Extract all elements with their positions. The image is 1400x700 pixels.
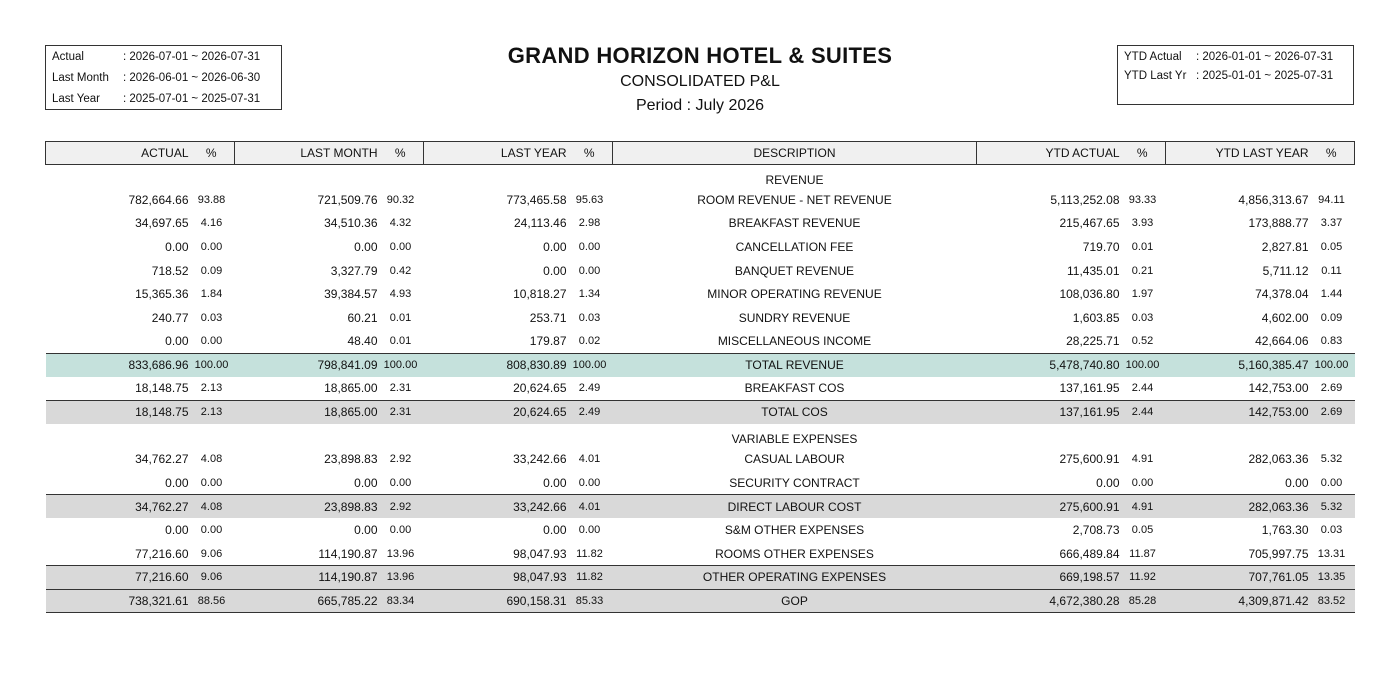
table-row: [46, 518, 1355, 542]
empty-cell: [977, 424, 1120, 448]
last-year-cell: 33,242.66: [513, 452, 567, 467]
ytd-last-year-pct-cell: 13.35: [1309, 566, 1355, 590]
last-month-pct-cell: 2.92: [389, 453, 412, 466]
last-year-cell: 33,242.66: [424, 495, 567, 519]
last-year-cell: 24,113.46: [514, 216, 567, 231]
col-header-pct: %: [1309, 142, 1355, 165]
section-title: VARIABLE EXPENSES: [731, 431, 858, 446]
actual-cell: 18,148.75: [46, 400, 189, 424]
last-year-pct-cell: 0.00: [578, 524, 601, 537]
ytd-actual-pct-cell: 0.05: [1131, 524, 1154, 537]
actual-cell: 240.77: [151, 310, 189, 325]
last-month-pct-cell: 2.92: [378, 495, 424, 519]
last-year-pct-cell: 95.63: [575, 193, 604, 206]
last-month-cell: 23,898.83: [324, 452, 378, 467]
ytd-actual-cell: 669,198.57: [977, 566, 1120, 590]
empty-cell: [189, 165, 235, 189]
ytd-last-year-cell: 4,309,871.42: [1166, 589, 1309, 613]
report-header: [400, 42, 1000, 118]
description-cell: SECURITY CONTRACT: [729, 475, 860, 490]
last-year-pct-cell: 4.01: [578, 453, 601, 466]
last-month-pct-cell: 13.96: [386, 547, 415, 560]
last-year-cell: 0.00: [543, 523, 567, 538]
table-row: [46, 448, 1355, 472]
col-header-pct: %: [1120, 142, 1166, 165]
actual-cell: 77,216.60: [46, 566, 189, 590]
pl-table: [45, 141, 1355, 613]
last-month-pct-cell: 4.32: [389, 217, 412, 230]
last-month-pct-cell: 83.34: [378, 589, 424, 613]
ytd-last-year-cell: 282,063.36: [1166, 495, 1309, 519]
ytd-actual-cell: 28,225.71: [1066, 334, 1120, 349]
ytd-last-year-cell: 2,827.81: [1261, 240, 1309, 255]
legend-label: YTD Last Yr: [1124, 70, 1187, 82]
legend-value: : 2026-01-01 ~ 2026-07-31: [1196, 51, 1334, 63]
last-year-pct-cell: 2.98: [578, 217, 601, 230]
actual-pct-cell: 88.56: [189, 589, 235, 613]
actual-pct-cell: 9.06: [200, 547, 223, 560]
total-row: [46, 353, 1355, 377]
ytd-last-year-cell: 142,753.00: [1248, 381, 1309, 396]
subtotal-row: [46, 566, 1355, 590]
last-month-cell: 18,865.00: [324, 381, 378, 396]
actual-pct-cell: 0.09: [200, 264, 223, 277]
description-cell: GOP: [613, 589, 977, 613]
ytd-last-year-cell: 0.00: [1285, 475, 1309, 490]
actual-cell: 34,697.65: [135, 216, 189, 231]
report-subtitle: CONSOLIDATED P&L: [620, 73, 780, 90]
ytd-last-year-pct-cell: 2.69: [1320, 382, 1343, 395]
empty-cell: [1309, 424, 1355, 448]
ytd-actual-pct-cell: 93.33: [1128, 193, 1157, 206]
ytd-last-year-pct-cell: 5.32: [1309, 495, 1355, 519]
description-cell: TOTAL COS: [613, 400, 977, 424]
last-year-cell: 98,047.93: [424, 566, 567, 590]
last-year-pct-cell: 0.02: [578, 335, 601, 348]
last-month-cell: 665,785.22: [235, 589, 378, 613]
ytd-actual-cell: 1,603.85: [1072, 310, 1120, 325]
section-header-row: [46, 424, 1355, 448]
actual-pct-cell: 0.00: [200, 241, 223, 254]
ytd-last-year-cell: 705,997.75: [1248, 546, 1309, 561]
col-header-ytd-actual: YTD ACTUAL: [977, 142, 1120, 165]
last-month-cell: 0.00: [354, 475, 378, 490]
last-year-cell: 0.00: [543, 263, 567, 278]
actual-cell: 738,321.61: [46, 589, 189, 613]
description-cell: OTHER OPERATING EXPENSES: [613, 566, 977, 590]
last-year-cell: 179.87: [529, 334, 567, 349]
ytd-actual-pct-cell: 0.03: [1131, 311, 1154, 324]
legend-value: : 2025-07-01 ~ 2025-07-31: [123, 93, 261, 105]
last-year-cell: 773,465.58: [506, 192, 567, 207]
last-month-cell: 60.21: [347, 310, 378, 325]
actual-pct-cell: 93.88: [197, 193, 226, 206]
last-year-pct-cell: 4.01: [567, 495, 613, 519]
actual-cell: 34,762.27: [46, 495, 189, 519]
last-month-pct-cell: 100.00: [378, 353, 424, 377]
empty-cell: [189, 424, 235, 448]
ytd-last-year-cell: 707,761.05: [1166, 566, 1309, 590]
col-header-last-year: LAST YEAR: [424, 142, 567, 165]
legend-row-ytd-last-year: [1124, 69, 1353, 88]
table-row: [46, 306, 1355, 330]
last-month-pct-cell: 0.00: [389, 241, 412, 254]
last-year-cell: 808,830.89: [424, 353, 567, 377]
ytd-actual-cell: 2,708.73: [1072, 523, 1120, 538]
empty-cell: [977, 165, 1120, 189]
section-header-row: [46, 165, 1355, 189]
ytd-last-year-pct-cell: 2.69: [1309, 400, 1355, 424]
last-month-pct-cell: 90.32: [386, 193, 415, 206]
col-header-pct: %: [189, 142, 235, 165]
last-month-cell: 114,190.87: [318, 546, 378, 561]
ytd-last-year-pct-cell: 100.00: [1309, 353, 1355, 377]
actual-cell: 18,148.75: [135, 381, 189, 396]
actual-cell: 718.52: [151, 263, 189, 278]
ytd-actual-cell: 0.00: [1096, 475, 1120, 490]
description-cell: BREAKFAST REVENUE: [728, 216, 861, 231]
ytd-last-year-cell: 4,602.00: [1261, 310, 1309, 325]
ytd-actual-pct-cell: 0.00: [1131, 476, 1154, 489]
last-year-cell: 10,818.27: [513, 287, 567, 302]
ytd-actual-cell: 137,161.95: [1059, 381, 1120, 396]
col-header-pct: %: [378, 142, 424, 165]
ytd-last-year-cell: 173,888.77: [1248, 216, 1309, 231]
last-month-cell: 39,384.57: [324, 287, 378, 302]
empty-cell: [1120, 424, 1166, 448]
empty-cell: [378, 424, 424, 448]
ytd-last-year-pct-cell: 0.05: [1320, 241, 1343, 254]
table-header-row: [46, 142, 1355, 165]
last-year-cell: 20,624.65: [424, 400, 567, 424]
ytd-actual-pct-cell: 11.92: [1120, 566, 1166, 590]
ytd-actual-pct-cell: 11.87: [1129, 547, 1156, 560]
last-month-pct-cell: 0.00: [389, 476, 412, 489]
last-year-pct-cell: 0.00: [578, 264, 601, 277]
last-year-pct-cell: 0.00: [578, 241, 601, 254]
description-cell: ROOM REVENUE - NET REVENUE: [697, 192, 892, 207]
last-month-cell: 23,898.83: [235, 495, 378, 519]
ytd-actual-cell: 275,600.91: [1059, 452, 1120, 467]
ytd-actual-cell: 5,478,740.80: [977, 353, 1120, 377]
last-year-cell: 690,158.31: [424, 589, 567, 613]
ytd-actual-cell: 666,489.84: [1059, 546, 1120, 561]
actual-pct-cell: 4.08: [200, 453, 223, 466]
actual-pct-cell: 0.00: [200, 335, 223, 348]
subtotal-row: [46, 589, 1355, 613]
ytd-last-year-pct-cell: 0.83: [1320, 335, 1343, 348]
last-month-cell: 48.40: [347, 334, 378, 349]
table-row: [46, 235, 1355, 259]
table-row: [46, 212, 1355, 236]
description-cell: MISCELLANEOUS INCOME: [717, 334, 872, 349]
empty-cell: [567, 424, 613, 448]
empty-cell: [1120, 165, 1166, 189]
last-year-cell: 0.00: [543, 475, 567, 490]
ytd-last-year-cell: 282,063.36: [1248, 452, 1309, 467]
col-header-last-month: LAST MONTH: [235, 142, 378, 165]
ytd-last-year-pct-cell: 5.32: [1320, 453, 1343, 466]
description-cell: SUNDRY REVENUE: [738, 310, 851, 325]
last-month-pct-cell: 0.42: [389, 264, 412, 277]
actual-cell: 77,216.60: [135, 546, 189, 561]
ytd-actual-pct-cell: 2.44: [1131, 382, 1154, 395]
ytd-last-year-pct-cell: 94.11: [1318, 193, 1345, 206]
ytd-actual-cell: 719.70: [1082, 240, 1120, 255]
actual-pct-cell: 0.03: [200, 311, 223, 324]
description-cell: MINOR OPERATING REVENUE: [707, 287, 882, 302]
actual-pct-cell: 0.00: [200, 476, 223, 489]
ytd-last-year-pct-cell: 3.37: [1320, 217, 1343, 230]
period-legend-box: [45, 45, 282, 110]
empty-cell: [235, 165, 378, 189]
ytd-last-year-pct-cell: 0.00: [1320, 476, 1343, 489]
legend-label: Last Month: [52, 72, 109, 84]
ytd-legend-box: [1117, 45, 1354, 105]
description-cell: BREAKFAST COS: [744, 381, 845, 396]
description-cell: CASUAL LABOUR: [744, 452, 845, 467]
last-year-pct-cell: 0.00: [578, 476, 601, 489]
last-year-pct-cell: 11.82: [567, 566, 613, 590]
ytd-last-year-cell: 142,753.00: [1166, 400, 1309, 424]
legend-value: : 2026-06-01 ~ 2026-06-30: [123, 72, 261, 84]
table-row: [46, 542, 1355, 566]
last-month-pct-cell: 0.01: [389, 311, 412, 324]
actual-cell: 0.00: [165, 334, 189, 349]
last-year-cell: 0.00: [543, 240, 567, 255]
ytd-actual-cell: 108,036.80: [1059, 287, 1120, 302]
ytd-last-year-pct-cell: 0.11: [1321, 264, 1342, 277]
last-year-pct-cell: 100.00: [567, 353, 613, 377]
ytd-last-year-cell: 74,378.04: [1255, 287, 1309, 302]
table-row: [46, 259, 1355, 283]
last-year-cell: 20,624.65: [513, 381, 567, 396]
last-month-pct-cell: 2.31: [389, 382, 412, 395]
empty-cell: [1166, 165, 1309, 189]
ytd-actual-pct-cell: 0.21: [1131, 264, 1154, 277]
last-month-pct-cell: 13.96: [378, 566, 424, 590]
ytd-actual-pct-cell: 0.01: [1131, 241, 1154, 254]
last-year-pct-cell: 85.33: [567, 589, 613, 613]
last-month-pct-cell: 2.31: [378, 400, 424, 424]
actual-pct-cell: 0.00: [200, 524, 223, 537]
ytd-actual-pct-cell: 2.44: [1120, 400, 1166, 424]
ytd-actual-pct-cell: 4.91: [1131, 453, 1154, 466]
table-row: [46, 471, 1355, 495]
actual-pct-cell: 2.13: [189, 400, 235, 424]
actual-cell: 833,686.96: [46, 353, 189, 377]
legend-row-ytd-actual: [1124, 50, 1353, 69]
last-month-cell: 34,510.36: [324, 216, 378, 231]
legend-row-actual: [52, 50, 281, 71]
last-year-pct-cell: 0.03: [578, 311, 601, 324]
col-header-description: DESCRIPTION: [613, 142, 977, 165]
ytd-actual-pct-cell: 100.00: [1120, 353, 1166, 377]
empty-cell: [378, 165, 424, 189]
ytd-actual-pct-cell: 3.93: [1131, 217, 1154, 230]
last-month-cell: 0.00: [354, 523, 378, 538]
last-month-pct-cell: 0.01: [389, 335, 412, 348]
table-row: [46, 188, 1355, 212]
actual-cell: 0.00: [165, 240, 189, 255]
actual-cell: 782,664.66: [128, 192, 189, 207]
description-cell: DIRECT LABOUR COST: [613, 495, 977, 519]
actual-pct-cell: 4.16: [200, 217, 223, 230]
ytd-actual-cell: 11,435.01: [1067, 263, 1120, 278]
last-month-cell: 0.00: [354, 240, 378, 255]
report-period: Period : July 2026: [635, 97, 765, 114]
legend-label: Actual: [52, 51, 84, 63]
subtotal-row: [46, 495, 1355, 519]
actual-cell: 34,762.27: [135, 452, 189, 467]
description-cell: TOTAL REVENUE: [613, 353, 977, 377]
empty-cell: [1166, 424, 1309, 448]
actual-pct-cell: 9.06: [189, 566, 235, 590]
empty-cell: [1309, 165, 1355, 189]
last-month-cell: 18,865.00: [235, 400, 378, 424]
last-month-cell: 3,327.79: [330, 263, 378, 278]
actual-pct-cell: 1.84: [200, 288, 223, 301]
last-month-cell: 721,509.76: [317, 192, 378, 207]
ytd-actual-cell: 275,600.91: [977, 495, 1120, 519]
col-header-actual: ACTUAL: [46, 142, 189, 165]
ytd-last-year-pct-cell: 1.44: [1320, 288, 1343, 301]
ytd-last-year-pct-cell: 0.03: [1320, 524, 1343, 537]
actual-cell: 0.00: [165, 475, 189, 490]
last-year-pct-cell: 1.34: [578, 288, 601, 301]
legend-row-last-year: [52, 92, 281, 113]
ytd-actual-cell: 5,113,252.08: [1050, 192, 1120, 207]
last-month-cell: 798,841.09: [235, 353, 378, 377]
description-cell: S&M OTHER EXPENSES: [724, 523, 865, 538]
ytd-actual-pct-cell: 0.52: [1131, 335, 1154, 348]
ytd-last-year-cell: 42,664.06: [1255, 334, 1309, 349]
actual-pct-cell: 100.00: [189, 353, 235, 377]
empty-cell: [424, 165, 567, 189]
last-month-pct-cell: 0.00: [389, 524, 412, 537]
last-month-cell: 114,190.87: [235, 566, 378, 590]
table-row: [46, 330, 1355, 354]
empty-cell: [567, 165, 613, 189]
last-year-cell: 98,047.93: [513, 546, 567, 561]
legend-label: YTD Actual: [1124, 51, 1182, 63]
col-header-pct: %: [567, 142, 613, 165]
ytd-last-year-pct-cell: 0.09: [1320, 311, 1343, 324]
actual-pct-cell: 2.13: [200, 382, 223, 395]
legend-label: Last Year: [52, 93, 100, 105]
description-cell: BANQUET REVENUE: [734, 263, 855, 278]
last-month-pct-cell: 4.93: [389, 288, 412, 301]
table-row: [46, 377, 1355, 401]
actual-cell: 0.00: [165, 523, 189, 538]
ytd-last-year-cell: 1,763.30: [1261, 523, 1309, 538]
subtotal-row: [46, 400, 1355, 424]
legend-value: : 2025-01-01 ~ 2025-07-31: [1196, 70, 1334, 82]
empty-cell: [424, 424, 567, 448]
last-year-pct-cell: 11.82: [576, 547, 603, 560]
empty-cell: [46, 424, 189, 448]
last-year-pct-cell: 2.49: [567, 400, 613, 424]
ytd-last-year-pct-cell: 83.52: [1309, 589, 1355, 613]
actual-pct-cell: 4.08: [189, 495, 235, 519]
table-row: [46, 282, 1355, 306]
ytd-actual-cell: 4,672,380.28: [977, 589, 1120, 613]
legend-row-last-month: [52, 71, 281, 92]
ytd-actual-cell: 215,467.65: [1059, 216, 1120, 231]
legend-value: : 2026-07-01 ~ 2026-07-31: [123, 51, 261, 63]
last-year-pct-cell: 2.49: [578, 382, 601, 395]
ytd-last-year-cell: 5,711.12: [1262, 263, 1309, 278]
description-cell: ROOMS OTHER EXPENSES: [715, 546, 874, 561]
ytd-actual-pct-cell: 85.28: [1120, 589, 1166, 613]
ytd-actual-pct-cell: 4.91: [1120, 495, 1166, 519]
empty-cell: [235, 424, 378, 448]
ytd-actual-cell: 137,161.95: [977, 400, 1120, 424]
ytd-last-year-cell: 4,856,313.67: [1238, 192, 1309, 207]
description-cell: CANCELLATION FEE: [735, 240, 854, 255]
section-title: REVENUE: [765, 172, 824, 187]
ytd-last-year-pct-cell: 13.31: [1317, 547, 1346, 560]
last-year-cell: 253.71: [529, 310, 567, 325]
empty-cell: [46, 165, 189, 189]
hotel-title: GRAND HORIZON HOTEL & SUITES: [507, 43, 893, 68]
col-header-ytd-last-year: YTD LAST YEAR: [1166, 142, 1309, 165]
actual-cell: 15,365.36: [135, 287, 189, 302]
ytd-last-year-cell: 5,160,385.47: [1166, 353, 1309, 377]
ytd-actual-pct-cell: 1.97: [1131, 288, 1154, 301]
